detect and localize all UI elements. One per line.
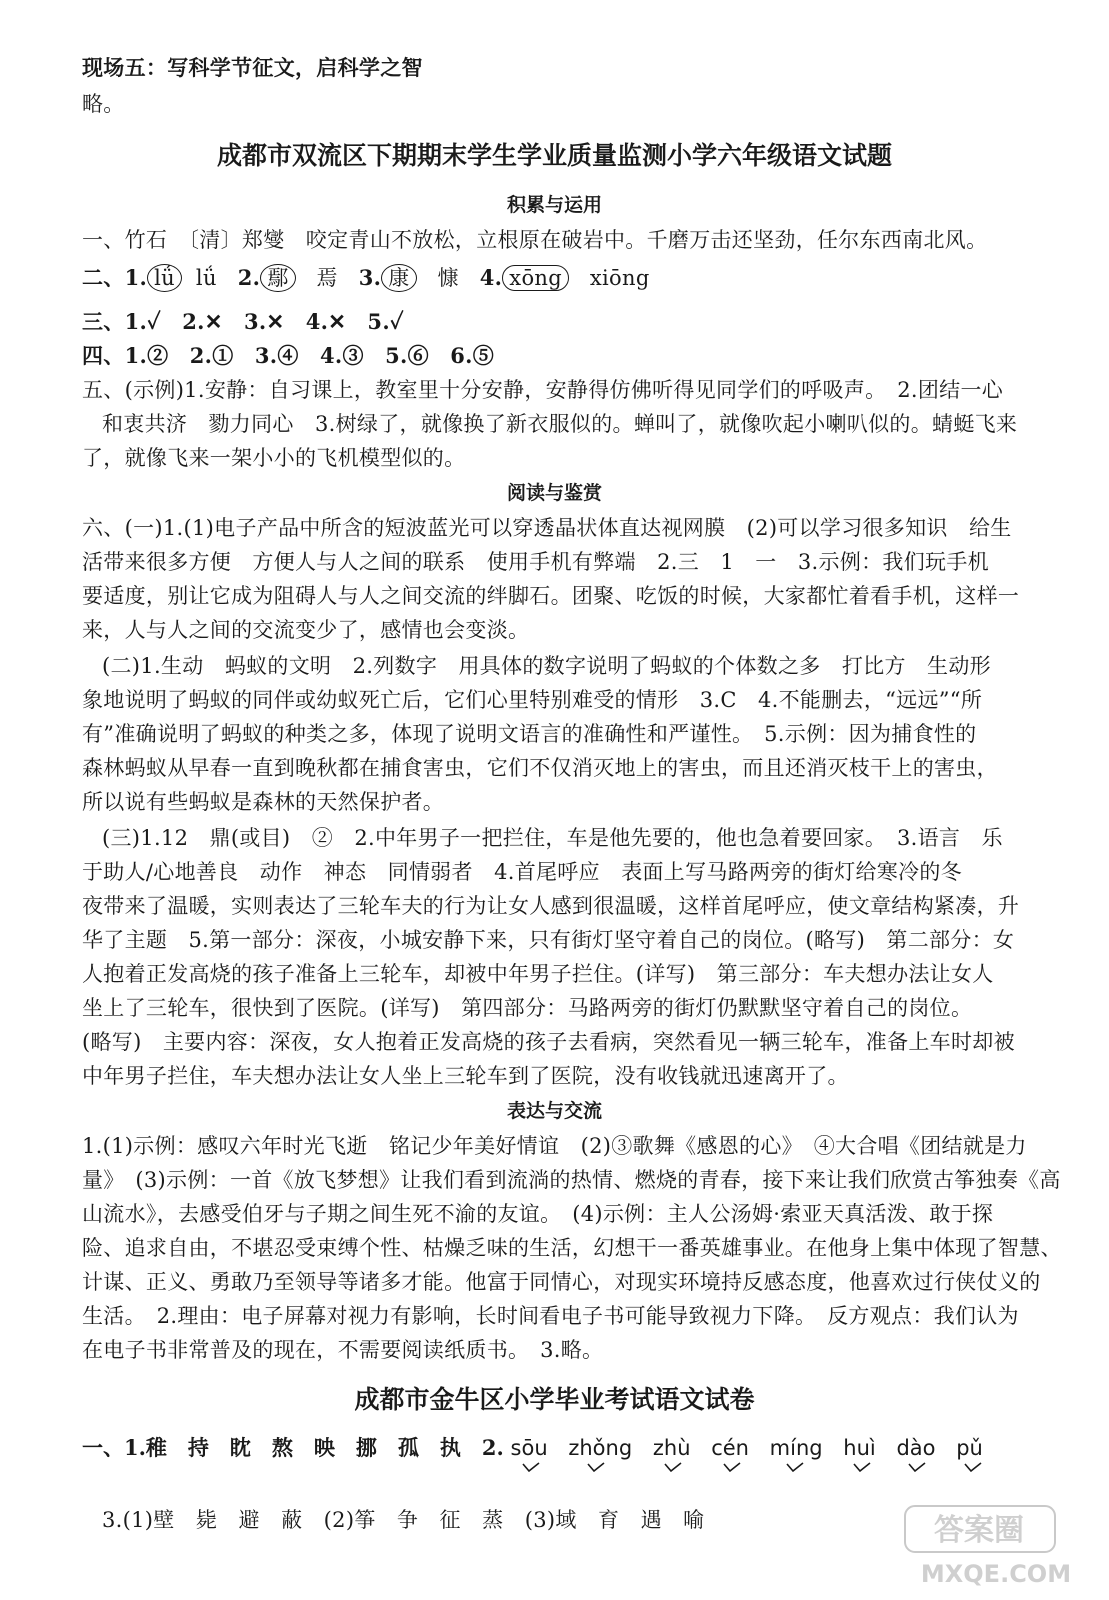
- expression-line: 在电子书非常普及的现在，不需要阅读纸质书。 3.略。: [82, 1338, 604, 1362]
- q2-plain-4: xiōng: [589, 266, 650, 290]
- q2-plain-3: 慷: [437, 266, 459, 290]
- exam2-title: 成都市金牛区小学毕业考试语文试卷: [354, 1385, 755, 1414]
- reading-p3-line: 中年男子拦住，车夫想办法让女人坐上三轮车到了医院，没有收钱就迅速离开了。: [82, 1064, 849, 1088]
- check-mark-icon: [723, 1462, 741, 1472]
- expression-line: 1.(1)示例：感叹六年时光飞逝 铭记少年美好情谊 (2)③歌舞《感恩的心》 ④大合唱《团结就是力: [82, 1134, 1027, 1158]
- reading-p1-line: 活带来很多方便 方便人与人之间的联系 使用手机有弊端 2.三 1 一 3.示例：我们玩手机: [82, 550, 989, 574]
- pinyin-item: míng: [770, 1436, 823, 1460]
- reading-p2-line: 所以说有些蚂蚁是森林的天然保护者。: [82, 790, 445, 814]
- pinyin-item: dào: [896, 1436, 935, 1460]
- reading-p1-line: 要适度，别让它成为阻碍人与人之间交流的绊脚石。团聚、吃饭的时候，大家都忙着看手机，这样一: [82, 584, 1020, 608]
- prev-section-heading: 现场五：写科学节征文，启科学之智: [82, 55, 423, 80]
- pinyin-item: zhǒng: [568, 1436, 632, 1460]
- exam2-q1-line2: 3.(1)壁 毙 避 蔽 (2)筝 争 征 蒸 (3)域 育 遇 喻: [102, 1508, 705, 1532]
- section-heading-reading: 阅读与鉴赏: [506, 482, 602, 504]
- q2-num-3: 3.: [358, 265, 382, 290]
- answer-q2: [82, 264, 650, 292]
- reading-p3-line: 人抱着正发高烧的孩子准备上三轮车，却被中年男子拦住。(详写) 第三部分：车夫想办法让女人: [82, 962, 994, 986]
- reading-p3-line: (略写) 主要内容：深夜，女人抱着正发高烧的孩子去看病，突然看见一辆三轮车，准备上车时却被: [82, 1030, 1015, 1054]
- answer-q5-line2: 和衷共济 勠力同心 3.树绿了，就像换了新衣服似的。蝉叫了，就像吹起小喇叭似的。蜻蜓飞来: [102, 412, 1018, 436]
- check-mark-icon: [853, 1462, 871, 1472]
- watermark-logo: [901, 1502, 1091, 1592]
- reading-p2-line: 森林蚂蚁从早春一直到晚秋都在捕食害虫，它们不仅消灭地上的害虫，而且还消灭枝干上的害虫，: [82, 756, 998, 780]
- check-mark-icon: [786, 1462, 804, 1472]
- q2-circled-4: xōng: [502, 265, 569, 291]
- reading-p3-line: 坐上了三轮车，很快到了医院。(详写) 第四部分：马路两旁的街灯仍默默坚守着自己的岗位。: [82, 996, 973, 1020]
- check-mark-icon: [587, 1462, 605, 1472]
- check-mark-icon: [522, 1462, 540, 1472]
- q2-circled-3: 康: [381, 264, 416, 292]
- reading-p2-line: 象地说明了蚂蚁的同伴或幼蚁死亡后，它们心里特别难受的情形 3.C 4.不能删去，“远远”“所: [82, 688, 983, 712]
- reading-p2-line: (二)1.生动 蚂蚁的文明 2.列数字 用具体的数字说明了蚂蚁的个体数之多 打比方 生动形: [102, 654, 991, 678]
- q2-num-2: 2.: [237, 265, 261, 290]
- expression-line: 量》 (3)示例：一首《放飞梦想》让我们看到流淌的热情、燃烧的青春，接下来让我们欣赏古筝独奏《高: [82, 1168, 1061, 1192]
- pinyin-item: sōu: [511, 1436, 548, 1460]
- reading-p1-line: 来，人与人之间的交流变少了，感情也会变淡。: [82, 618, 530, 642]
- prev-section-answer: 略。: [82, 92, 125, 116]
- svg-text:MXQE.COM: MXQE.COM: [920, 1560, 1072, 1588]
- reading-p3-line: (三)1.12 鼎(或目) ② 2.中年男子一把拦住，车是他先要的，他也急着要回家。 3.语言 乐: [102, 826, 1003, 850]
- reading-p3-line: 华了主题 5.第一部分：深夜，小城安静下来，只有街灯坚守着自己的岗位。(略写) 第二部分：女: [82, 928, 1015, 952]
- q2-circled-1: lǘ: [147, 264, 182, 292]
- expression-line: 生活。 2.理由：电子屏幕对视力有影响，长时间看电子书可能导致视力下降。 反方观点：我们认为: [82, 1304, 1019, 1328]
- exam2-q1-line1: [82, 1432, 997, 1462]
- q2-plain-1: lǘ: [195, 266, 217, 290]
- q2-prefix: 二、1.: [82, 265, 148, 290]
- exam2-q1-prefix: 一、1.稚 持 眈 熬 映 挪 孤 执 2.: [82, 1435, 504, 1460]
- check-mark-icon: [908, 1462, 926, 1472]
- section-heading-accumulation: 积累与运用: [506, 194, 602, 216]
- reading-p2-line: 有”准确说明了蚂蚁的种类之多，体现了说明文语言的准确性和严谨性。 5.示例：因为捕食性的: [82, 722, 977, 746]
- answer-q3: 三、1.✓ 2.✕ 3.✕ 4.✕ 5.✓: [82, 309, 404, 334]
- answer-q1: 一、竹石 〔清〕郑燮 咬定青山不放松，立根原在破岩中。千磨万击还坚劲，任尔东西南北风。: [82, 228, 988, 252]
- pinyin-item: cén: [711, 1436, 749, 1460]
- section-heading-expression: 表达与交流: [506, 1100, 602, 1122]
- q2-num-4: 4.: [479, 265, 503, 290]
- answer-q5-line3: 了，就像飞来一架小小的飞机模型似的。: [82, 446, 466, 470]
- answer-q4: 四、1.② 2.① 3.④ 4.③ 5.⑥ 6.⑤: [82, 343, 495, 368]
- check-mark-icon: [964, 1462, 982, 1472]
- expression-line: 险、追求自由，不堪忍受束缚个性、枯燥乏味的生活，幻想干一番英雄事业。在他身上集中体现了智慧、: [82, 1236, 1062, 1260]
- pinyin-item: zhù: [653, 1436, 691, 1460]
- check-mark-icon: [664, 1462, 682, 1472]
- pinyin-item: huì: [843, 1436, 875, 1460]
- pinyin-item: pǔ: [956, 1436, 983, 1460]
- q2-plain-2: 焉: [316, 266, 338, 290]
- svg-text:答案圈: 答案圈: [934, 1513, 1024, 1548]
- reading-p3-line: 于助人/心地善良 动作 神态 同情弱者 4.首尾呼应 表面上写马路两旁的街灯给寒冷的冬: [82, 860, 963, 884]
- expression-line: 计谋、正义、勇敢乃至领导等诸多才能。他富于同情心，对现实环境持反感态度，他喜欢过行侠仗义的: [82, 1270, 1041, 1294]
- expression-line: 山流水》，去感受伯牙与子期之间生死不渝的友谊。 (4)示例：主人公汤姆·索亚天真活泼、敢于探: [82, 1202, 994, 1226]
- exam1-title: 成都市双流区下期期末学生学业质量监测小学六年级语文试题: [216, 141, 892, 170]
- answer-q5-line1: 五、(示例)1.安静：自习课上，教室里十分安静，安静得仿佛听得见同学们的呼吸声。 2.团结一心: [82, 378, 1004, 402]
- reading-p3-line: 夜带来了温暖，实则表达了三轮车夫的行为让女人感到很温暖，这样首尾呼应，使文章结构紧凑，升: [82, 894, 1020, 918]
- q2-circled-2: 鄢: [260, 264, 295, 292]
- reading-p1-line: 六、(一)1.(1)电子产品中所含的短波蓝光可以穿透晶状体直达视网膜 (2)可以学习很多知识 给生: [82, 516, 1012, 540]
